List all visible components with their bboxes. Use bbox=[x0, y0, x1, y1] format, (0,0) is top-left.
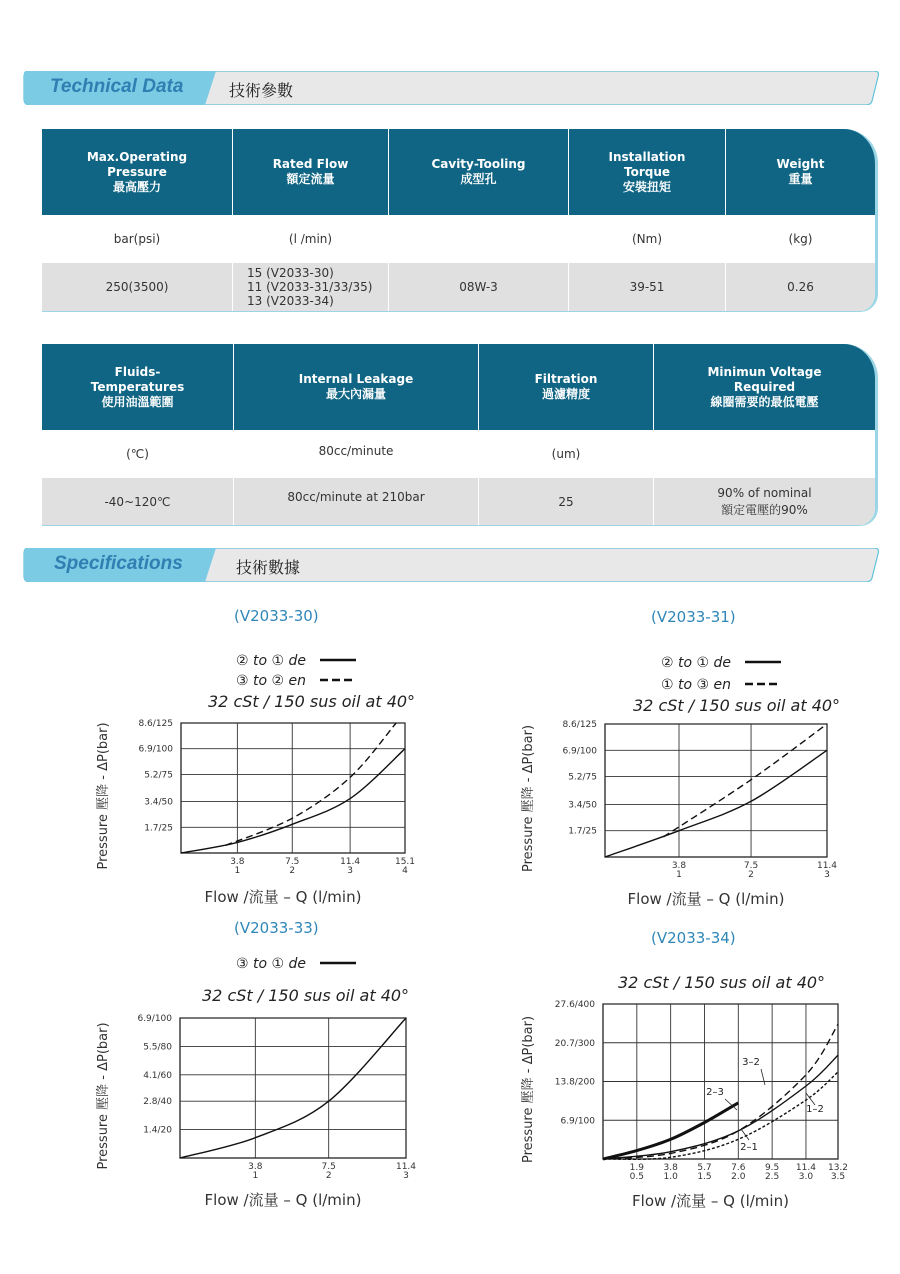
value-cavity: 08W-3 bbox=[389, 263, 569, 311]
value-temperature: -40~120℃ bbox=[42, 478, 234, 525]
spec-table-1-frame bbox=[42, 129, 878, 312]
x-tick-gpm-label: 1 bbox=[252, 1171, 259, 1181]
chart-v2033-34 bbox=[515, 962, 865, 1217]
value-flow-31: 11 (V2033-31/33/35) bbox=[247, 280, 373, 294]
y-tick-label: 1.7/25 bbox=[568, 826, 597, 837]
x-tick-gpm-label: 0.5 bbox=[629, 1172, 644, 1182]
specifications-banner bbox=[22, 548, 880, 582]
x-tick-gpm-label: 2 bbox=[325, 1171, 332, 1181]
oil-condition-note: 32 cSt / 150 sus oil at 40° bbox=[202, 986, 410, 1005]
value-voltage: 90% of nominal 額定電壓的90% bbox=[654, 478, 876, 525]
oil-condition-note: 32 cSt / 150 sus oil at 40° bbox=[618, 973, 826, 992]
y-tick-label: 3.4/50 bbox=[568, 800, 597, 811]
x-tick-label: 9.5 bbox=[764, 1163, 780, 1173]
header-filtration: Filtration 過濾精度 bbox=[479, 344, 654, 430]
x-tick-label: 7.6 bbox=[731, 1163, 746, 1173]
series-line bbox=[603, 1072, 838, 1159]
y-tick-label: 6.9/100 bbox=[560, 1116, 595, 1127]
y-tick-label: 3.4/50 bbox=[144, 797, 173, 808]
x-axis-title: Flow /流量 – Q (l/min) bbox=[627, 890, 785, 908]
value-flow-34: 13 (V2033-34) bbox=[247, 294, 334, 308]
header-fluid-temperature: Fluids- Temperatures 使用油溫範圍 bbox=[42, 344, 234, 430]
unit-weight: (kg) bbox=[726, 215, 876, 263]
y-tick-label: 8.6/125 bbox=[138, 719, 173, 729]
x-tick-label: 5.7 bbox=[697, 1163, 712, 1173]
unit-voltage bbox=[654, 430, 876, 478]
chart-v2033-31 bbox=[515, 642, 865, 914]
value-weight: 0.26 bbox=[726, 263, 876, 311]
table-unit-row bbox=[42, 215, 875, 263]
chart-title-v2033-30: (V2033-30) bbox=[234, 607, 319, 625]
series-annotation: 1–2 bbox=[806, 1104, 824, 1115]
spec-table-2 bbox=[42, 344, 875, 525]
chart-title-v2033-31: (V2033-31) bbox=[651, 608, 736, 626]
chart-v2033-30 bbox=[90, 640, 440, 910]
x-tick-gpm-label: 1.0 bbox=[663, 1172, 678, 1182]
unit-leakage: 80cc/minute bbox=[234, 430, 479, 478]
y-tick-label: 13.8/200 bbox=[554, 1077, 595, 1088]
x-tick-label: 15.1 bbox=[394, 857, 416, 867]
series-annotation: 3–2 bbox=[742, 1057, 760, 1068]
x-tick-label: 11.4 bbox=[395, 1162, 417, 1172]
legend-label: ② to ① de bbox=[661, 655, 732, 671]
annotation-pointer bbox=[761, 1069, 765, 1085]
series-line bbox=[663, 724, 827, 837]
section-title-en: Specifications bbox=[54, 553, 183, 574]
x-tick-label: 11.4 bbox=[795, 1163, 816, 1173]
y-tick-label: 5.2/75 bbox=[144, 770, 173, 781]
y-axis-title: Pressure 壓降 - ΔP(bar) bbox=[521, 724, 536, 873]
plot-frame bbox=[605, 724, 827, 857]
y-tick-label: 1.7/25 bbox=[144, 823, 173, 834]
x-tick-label: 3.8 bbox=[663, 1163, 678, 1173]
x-tick-gpm-label: 1 bbox=[234, 866, 241, 876]
chart-v2033-33 bbox=[90, 945, 440, 1215]
value-torque: 39-51 bbox=[569, 263, 726, 311]
plot-frame bbox=[181, 723, 405, 853]
plot-frame bbox=[180, 1018, 406, 1158]
value-flow bbox=[233, 263, 389, 311]
x-tick-label: 13.2 bbox=[827, 1163, 849, 1173]
section-title-zh: 技術數據 bbox=[236, 558, 301, 577]
x-tick-gpm-label: 3.5 bbox=[830, 1172, 846, 1182]
x-tick-gpm-label: 1 bbox=[676, 870, 682, 880]
technical-data-banner bbox=[22, 71, 880, 105]
series-line bbox=[180, 1018, 406, 1158]
series-annotation: 2–3 bbox=[706, 1087, 724, 1098]
x-tick-label: 7.5 bbox=[285, 857, 300, 867]
unit-filtration: (um) bbox=[479, 430, 654, 478]
y-tick-label: 20.7/300 bbox=[554, 1038, 595, 1049]
legend-label: ③ to ② en bbox=[236, 673, 306, 689]
y-tick-label: 5.5/80 bbox=[143, 1042, 172, 1053]
x-tick-label: 7.5 bbox=[743, 861, 759, 871]
x-tick-gpm-label: 1.5 bbox=[697, 1172, 712, 1182]
header-cavity-tooling: Cavity-Tooling 成型孔 bbox=[389, 129, 569, 215]
x-axis-title: Flow /流量 – Q (l/min) bbox=[632, 1192, 789, 1210]
y-axis-title: Pressure 壓降 - ΔP(bar) bbox=[521, 1015, 536, 1164]
x-tick-label: 3.8 bbox=[671, 861, 687, 871]
x-tick-label: 11.4 bbox=[816, 861, 838, 871]
x-tick-label: 1.9 bbox=[629, 1163, 644, 1173]
y-tick-label: 8.6/125 bbox=[562, 720, 597, 730]
header-minimum-voltage: Minimun Voltage Required 線圈需要的最低電壓 bbox=[654, 344, 876, 430]
legend-label: ① to ③ en bbox=[661, 677, 731, 693]
chart-title-v2033-34: (V2033-34) bbox=[651, 929, 736, 947]
x-tick-label: 3.8 bbox=[230, 857, 245, 867]
unit-pressure: bar(psi) bbox=[42, 215, 233, 263]
series-line bbox=[181, 749, 405, 853]
y-tick-label: 4.1/60 bbox=[143, 1070, 172, 1081]
x-tick-label: 3.8 bbox=[248, 1162, 263, 1172]
y-tick-label: 6.9/100 bbox=[562, 746, 597, 757]
series-annotation: 2–1 bbox=[740, 1142, 758, 1153]
x-tick-gpm-label: 2 bbox=[748, 870, 754, 880]
value-leakage: 80cc/minute at 210bar bbox=[234, 478, 479, 525]
value-filtration: 25 bbox=[479, 478, 654, 525]
unit-torque: (Nm) bbox=[569, 215, 726, 263]
value-flow-30: 15 (V2033-30) bbox=[247, 266, 334, 280]
section-title-en: Technical Data bbox=[50, 76, 184, 97]
x-tick-gpm-label: 2 bbox=[289, 866, 296, 876]
y-axis-title: Pressure 壓降 - ΔP(bar) bbox=[96, 1022, 111, 1170]
y-tick-label: 6.9/100 bbox=[137, 1014, 172, 1024]
y-tick-label: 1.4/20 bbox=[143, 1125, 172, 1136]
series-line bbox=[605, 750, 827, 857]
legend-label: ③ to ① de bbox=[236, 956, 307, 972]
series-line bbox=[603, 1055, 838, 1159]
spec-table-1 bbox=[42, 129, 875, 311]
unit-temperature: (℃) bbox=[42, 430, 234, 478]
legend-label: ② to ① de bbox=[236, 653, 307, 669]
header-max-pressure: Max.Operating Pressure 最高壓力 bbox=[42, 129, 233, 215]
y-tick-label: 27.6/400 bbox=[554, 1000, 595, 1010]
x-tick-gpm-label: 2.5 bbox=[764, 1172, 780, 1182]
y-tick-label: 5.2/75 bbox=[568, 772, 597, 783]
table-header-row bbox=[42, 129, 875, 215]
oil-condition-note: 32 cSt / 150 sus oil at 40° bbox=[633, 696, 841, 715]
table-header-row bbox=[42, 344, 875, 430]
x-tick-label: 11.4 bbox=[340, 857, 361, 867]
spec-table-2-frame bbox=[42, 344, 878, 526]
oil-condition-note: 32 cSt / 150 sus oil at 40° bbox=[208, 692, 416, 711]
x-tick-gpm-label: 4 bbox=[402, 866, 408, 876]
x-axis-title: Flow /流量 – Q (l/min) bbox=[204, 1191, 362, 1209]
table-value-row bbox=[42, 478, 875, 525]
x-tick-gpm-label: 3 bbox=[824, 870, 830, 880]
header-rated-flow: Rated Flow 額定流量 bbox=[233, 129, 389, 215]
y-tick-label: 2.8/40 bbox=[143, 1097, 172, 1108]
y-axis-title: Pressure 壓降 - ΔP(bar) bbox=[96, 722, 111, 870]
x-axis-title: Flow /流量 – Q (l/min) bbox=[204, 888, 362, 906]
header-weight: Weight 重量 bbox=[726, 129, 876, 215]
header-internal-leakage: Internal Leakage 最大內漏量 bbox=[234, 344, 479, 430]
value-pressure: 250(3500) bbox=[42, 263, 233, 311]
unit-cavity bbox=[389, 215, 569, 263]
x-tick-gpm-label: 3.0 bbox=[798, 1172, 814, 1182]
unit-flow: (l /min) bbox=[233, 215, 389, 263]
x-tick-label: 7.5 bbox=[321, 1162, 336, 1172]
x-tick-gpm-label: 2.0 bbox=[731, 1172, 746, 1182]
table-value-row bbox=[42, 263, 875, 311]
chart-title-v2033-33: (V2033-33) bbox=[234, 919, 319, 937]
table-unit-row bbox=[42, 430, 875, 478]
x-tick-gpm-label: 3 bbox=[403, 1171, 409, 1181]
x-tick-gpm-label: 3 bbox=[347, 866, 353, 876]
header-installation-torque: Installation Torque 安裝扭矩 bbox=[569, 129, 726, 215]
section-title-zh: 技術參數 bbox=[229, 81, 294, 100]
y-tick-label: 6.9/100 bbox=[138, 744, 173, 755]
